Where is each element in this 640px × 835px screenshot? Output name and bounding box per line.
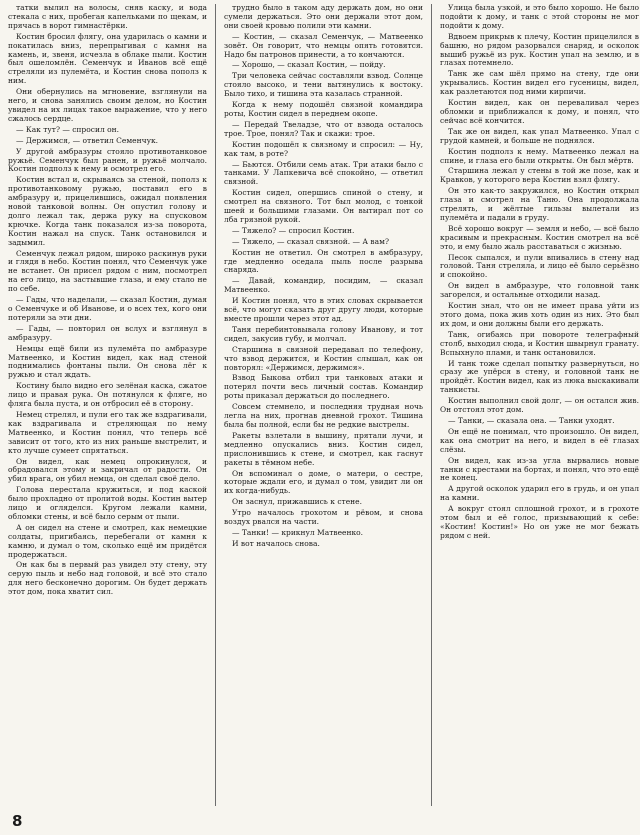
paragraph: Он видел, как из-за угла вырвались новые танки с крестами на бортах, и понял, что это ещё не конец. [440,455,639,483]
paragraph: Костин знал, что он не имеет права уйти из этого дома, пока жив хоть один из них. Это был их дом, и они должны были его держать. [440,301,639,328]
paragraph: Песок сыпался, и пули впивались в стену над головой. Таня стреляла, и лицо её было серьёзно и спокойно. [440,252,639,280]
paragraph: — Хорошо, — сказал Костин, — пойду. [232,60,386,70]
page-number: 8 [12,812,23,830]
paragraph: Немец стрелял, и пули его так же вздрагивали, как вздрагивала и стреляющая по нему Матвеенко, и Костин понял, что теперь всё зависит от того, кто из них раньше выстрелит, и кто лучше сумеет спрятаться. [8,409,207,455]
paragraph: Совсем стемнело, и последняя трудная ночь легла на них, прогнав дневной грохот. Тишина была бы полной, если бы не редкие выстрелы. [224,402,423,429]
paragraph: Он видел, как немец опрокинулся, и обрадовался этому и закричал от радости. Он убил врага, он убил немца, он сделал своё дело. [8,456,207,484]
text-column-1 [8,4,207,806]
paragraph: У другой амбразуры стояло противотанковое ружьё. Семенчук был ранен, и ружьё молчало. Костин подполз к нему и осмотрел его. [8,146,207,174]
paragraph: Взвод Быкова отбил три танковых атаки и потерял почти весь личный состав. Командир роты приказал держаться до последнего. [224,373,423,401]
paragraph: Костин подошёл к связному и спросил: — Ну, как там, в роте? [224,139,423,158]
paragraph: Старшина в связной передавал по телефону, что взвод держится, и Костин слышал, как он повторял: «Держимся, держимся». [224,344,423,372]
magazine-page [8,4,639,830]
paragraph: Голова перестала кружиться, и под каской было прохладно от пролитой воды. Костин вытер лицо и огляделся. Кругом лежали камни, обломки стены, и всё было серым от пыли. [8,485,207,521]
paragraph: А другой осколок ударил его в грудь, и он упал на камни. [440,484,639,503]
paragraph: Танк же сам шёл прямо на стену, где они укрывались. Костин видел его гусеницы, видел, как разлетаются под ними кирпичи. [440,69,639,97]
paragraph: Он это как-то закружился, но Костин открыл глаза и смотрел на Таню. Она продолжала стрелять, и жёлтые гильзы вылетали из пулемёта и падали в груду. [440,186,639,222]
paragraph: — Держимся, — ответил Семенчук. [16,135,159,145]
paragraph: Он вспоминал о доме, о матери, о сестре, которые ждали его, и думал о том, увидит ли он их когда-нибудь. [224,468,423,496]
paragraph: Костин бросил флягу, она ударилась о камни и покатилась вниз, перепрыгивая с камня на камень, и, звеня, исчезла в облаке пыли. Костин был ошеломлён. Семенчук и Иванов всё ещё стреляли из пулемёта, и Костин снова пополз к ним. [8,31,207,86]
paragraph: — Танки, — сказала она. — Танки уходят. [448,415,615,425]
paragraph: Костин сидел, опершись спиной о стену, и смотрел на связного. Тот был молод, с тонкой шеей и большими глазами. Он вытирал пот со лба грязной рукой. [224,188,423,224]
paragraph: Он ещё не понимал, что произошло. Он видел, как она смотрит на него, и видел в её глазах слёзы. [440,426,639,454]
paragraph: Он как бы в первый раз увидел эту стену, эту серую пыль и небо над головой, и всё это стало для него бесконечно дорогим. Он будет держать этот дом, пока хватит сил. [8,560,207,597]
paragraph: Костину было видно его зелёная каска, сжатое лицо и правая рука. Он потянулся к фляге, но фляга была пуста, и он отбросил её в сторону. [8,381,207,409]
paragraph: Костин подполз к нему. Матвеенко лежал на спине, и глаза его были открыты. Он был мёртв. [440,146,639,165]
paragraph: Костин видел, как он переваливал через обломки и приближался к дому, и понял, что сейчас всё кончится. [440,98,639,125]
paragraph: — Как тут? — спросил он. [16,124,119,134]
paragraph: Три человека сейчас составляли взвод. Солнце стояло высоко, и тени вытянулись к востоку. Было тихо, и тишина эта казалась странной. [224,71,423,99]
paragraph: А он сидел на стене и смотрел, как немецкие солдаты, пригибаясь, перебегали от камня к камню, и думал о том, сколько ещё им придётся продержаться. [8,522,207,559]
paragraph: татки вылил на волосы, сняв каску, и вода стекала с них, пробегая капельками по щекам, и прячась в ворот гимнастёрки. [8,4,207,30]
paragraph: И Костин понял, что в этих словах скрывается всё, что могут сказать друг другу люди, которые вместе прошли через этот ад. [224,296,423,323]
paragraph: — Гады, что наделали, — сказал Костин, думая о Семенчуке и об Иванове, и о всех тех, кого они потеряли за эти дни. [8,295,207,322]
paragraph: Улица была узкой, и это было хорошо. Не было подойти к дому, и танк с этой стороны не мог подойти к дому. [440,4,639,30]
paragraph: Утро началось грохотом и рёвом, и снова воздух рвался на части. [224,508,423,527]
text-column-3 [440,4,639,806]
paragraph: — Костин, — сказал Семенчук, — Матвеенко зовёт. Он говорит, что немцы опять готовятся. Надо бы патронов принести, а то кончаются. [224,31,423,59]
paragraph: Ракеты взлетали в вышину, прятали лучи, и медленно опускались вниз. Костин сидел, прислонившись к стене, и смотрел, как гаснут ракеты в тёмном небе. [224,430,423,467]
paragraph: — Тяжело? — спросил Костин. [232,225,355,235]
paragraph: трудно было в таком аду держать дом, но они сумели держаться. Это они держали этот дом, они своей кровью полили эти камни. [224,4,423,30]
paragraph: Таня перебинтовывала голову Иванову, и тот сидел, закусив губу, и молчал. [224,324,423,343]
paragraph: Он заснул, прижавшись к стене. [232,497,362,507]
paragraph: Костин выполнил свой долг, — он остался жив. Он отстоял этот дом. [440,396,639,415]
paragraph: Костин не ответил. Он смотрел в амбразуру, где медленно оседала пыль после разрыва снаряда. [224,247,423,275]
paragraph: — Танки! — крикнул Матвеенко. [232,527,364,537]
paragraph: — Тяжело, — сказал связной. — А вам? [232,236,389,246]
paragraph: — Гады, — повторил он вслух и взглянул в амбразуру. [8,323,207,342]
paragraph: Он видел в амбразуре, что головной танк загорелся, и остальные отходили назад. [440,281,639,300]
paragraph: Всё хорошо вокруг — земля и небо, — всё было красивым и прекрасным. Костин смотрел на всё это, и ему было жаль расставаться с жизнью. [440,223,639,251]
paragraph: И танк тоже сделал попытку развернуться, но сразу же упёрся в стену, и головной танк не пройдёт. Костин видел, как из люка выскакивали танкисты. [440,358,639,395]
paragraph: Когда к нему подошёл связной командира роты, Костин сидел в переднем окопе. [224,100,423,118]
paragraph: Они обернулись на мгновение, взглянули на него, и снова занялись своим делом, но Костин увидел на их лицах такое выражение, что у него сжалось сердце. [8,87,207,123]
paragraph: Танк, огибаясь при повороте телеграфный столб, выходил сюда, и Костин швырнул гранату. Вспыхнуло пламя, и танк остановился. [440,329,639,357]
paragraph: — Передай Твеладзе, что от взвода осталось трое. Трое, понял? Так и скажи: трое. [224,119,423,138]
paragraph: Так же он видел, как упал Матвеенко. Упал с грудой камней, и больше не поднялся. [440,126,639,145]
paragraph: — Бьются. Отбили семь атак. Три атаки было с танками. У Лапкевича всё спокойно, — ответил связной. [224,159,423,187]
paragraph: Немцы ещё били из пулемёта по амбразуре Матвеенко, и Костин видел, как над стеной поднимались фонтаны пыли. Он снова лёг к ружью и стал ждать. [8,343,207,380]
paragraph: Вдвоем прикрыв к плечу, Костин прицелился в башню, но рядом разорвался снаряд, и осколок вышиб ружьё из рук. Костин упал на землю, и в глазах потемнело. [440,31,639,68]
column-rule-1 [215,4,216,806]
text-column-2 [224,4,423,806]
column-rule-2 [431,4,432,806]
paragraph: Старшина лежал у стены в той же позе, как и Кравков, у которого вера Костин взял флягу. [440,166,639,185]
paragraph: — Давай, командир, посидим, — сказал Матвеенко. [224,276,423,295]
paragraph: А вокруг стоял сплошной грохот, и в грохоте этом был и её голос, призывающий к себе: «Костин! Костин!» Но он уже не мог бежать рядом с ней. [440,504,639,540]
paragraph: Костин встал и, скрываясь за стеной, пополз к противотанковому ружью, поставил его в амбразуру и, прицелившись, ожидал появления новой танковой волны. Он опустил голову и долго лежал так, держа руку на спусковом крючке. Когда танк показался из-за поворота, Костин нажал на спуск. Танк остановился и задымил. [8,175,207,247]
paragraph: Семенчук лежал рядом, широко раскинув руки и глядя в небо. Костин понял, что Семенчук уже не встанет. Он присел рядом с ним, посмотрел на его лицо, на застывшие глаза, и ему стало не по себе. [8,248,207,294]
text-columns [8,4,639,806]
paragraph: И вот началось снова. [232,538,320,548]
